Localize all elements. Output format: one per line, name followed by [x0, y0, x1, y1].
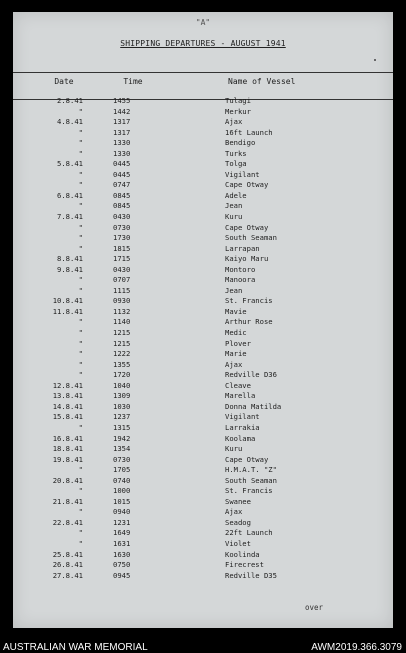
row-vessel: Vigilant [225, 169, 260, 179]
row-vessel: Medic [225, 328, 247, 338]
table-row [13, 180, 393, 191]
row-date: " [78, 169, 83, 179]
row-vessel: Redville D35 [225, 570, 277, 580]
row-time: 1330 [113, 138, 131, 148]
row-time: 1730 [113, 233, 131, 243]
row-date: " [78, 233, 83, 243]
row-time: 1315 [113, 422, 131, 432]
table-row [13, 328, 393, 339]
row-time: 0940 [113, 507, 131, 517]
row-date: 12.8.41 [52, 380, 83, 390]
row-time: 0845 [113, 201, 131, 211]
table-row [13, 518, 393, 529]
row-date: 20.8.41 [52, 475, 83, 485]
table-row [13, 423, 393, 434]
row-date: " [78, 106, 83, 116]
archive-footer [0, 632, 406, 653]
row-date: 9.8.41 [57, 264, 83, 274]
table-row [13, 128, 393, 139]
row-time: 1942 [113, 433, 131, 443]
row-time: 1631 [113, 538, 131, 548]
row-date: " [78, 180, 83, 190]
row-date: " [78, 275, 83, 285]
row-date: " [78, 359, 83, 369]
row-vessel: Plover [225, 338, 251, 348]
row-vessel: Ajax [225, 359, 243, 369]
row-time: 1132 [113, 306, 131, 316]
row-time: 1317 [113, 127, 131, 137]
row-time: 1222 [113, 349, 131, 359]
row-vessel: Vigilant [225, 412, 260, 422]
row-date: 26.8.41 [52, 560, 83, 570]
row-date: 5.8.41 [57, 159, 83, 169]
table-row [13, 149, 393, 160]
table-row [13, 497, 393, 508]
table-row [13, 455, 393, 466]
row-vessel: Larrapan [225, 243, 260, 253]
header-top-rule [13, 72, 393, 73]
row-vessel: Ajax [225, 507, 243, 517]
table-row [13, 349, 393, 360]
row-time: 1215 [113, 328, 131, 338]
table-row [13, 138, 393, 149]
row-vessel: Bendigo [225, 138, 256, 148]
title-text: SHIPPING DEPARTURES - AUGUST 1941 [120, 39, 286, 48]
row-date: 8.8.41 [57, 254, 83, 264]
row-vessel: Arthur Rose [225, 317, 273, 327]
row-time: 1442 [113, 106, 131, 116]
row-time: 1330 [113, 148, 131, 158]
row-vessel: Swanee [225, 496, 251, 506]
row-time: 0430 [113, 212, 131, 222]
table-row [13, 360, 393, 371]
row-vessel: Manoora [225, 275, 256, 285]
row-vessel: Koolama [225, 433, 256, 443]
row-time: 1237 [113, 412, 131, 422]
row-date: " [78, 538, 83, 548]
table-row [13, 550, 393, 561]
table-row [13, 381, 393, 392]
row-vessel: Seadog [225, 517, 251, 527]
row-time: 0747 [113, 180, 131, 190]
column-header-date: Date [54, 77, 74, 86]
row-time: 1630 [113, 549, 131, 559]
table-row [13, 317, 393, 328]
row-vessel: 22ft Launch [225, 528, 273, 538]
row-vessel: Merkur [225, 106, 251, 116]
row-vessel: Turks [225, 148, 247, 158]
row-date: 4.8.41 [57, 117, 83, 127]
row-date: " [78, 317, 83, 327]
row-vessel: Tolga [225, 159, 247, 169]
row-date: " [78, 127, 83, 137]
row-time: 1455 [113, 96, 131, 105]
row-time: 1030 [113, 401, 131, 411]
table-row [13, 476, 393, 487]
row-time: 1015 [113, 496, 131, 506]
ink-dot [374, 59, 376, 61]
row-time: 0740 [113, 475, 131, 485]
row-date: 21.8.41 [52, 496, 83, 506]
table-row [13, 412, 393, 423]
row-date: " [78, 507, 83, 517]
table-row [13, 296, 393, 307]
table-row [13, 159, 393, 170]
table-row [13, 571, 393, 582]
row-date: " [78, 243, 83, 253]
row-date: 19.8.41 [52, 454, 83, 464]
table-row [13, 339, 393, 350]
row-date: 27.8.41 [52, 570, 83, 580]
row-time: 0945 [113, 570, 131, 580]
table-row [13, 370, 393, 381]
table-row [13, 191, 393, 202]
table-row [13, 244, 393, 255]
row-date: " [78, 370, 83, 380]
table-row [13, 170, 393, 181]
row-date: 18.8.41 [52, 444, 83, 454]
table-row [13, 223, 393, 234]
table-row [13, 402, 393, 413]
table-row [13, 434, 393, 445]
column-header-vessel: Name of Vessel [228, 77, 296, 86]
table-row [13, 486, 393, 497]
row-time: 0445 [113, 159, 131, 169]
document-page [13, 12, 393, 628]
row-time: 1000 [113, 486, 131, 496]
row-vessel: Firecrest [225, 560, 264, 570]
row-date: " [78, 138, 83, 148]
row-date: 13.8.41 [52, 391, 83, 401]
row-vessel: Donna Matilda [225, 401, 282, 411]
footer-institution: AUSTRALIAN WAR MEMORIAL [3, 642, 148, 653]
footer-accession: AWM2019.366.3079 [311, 642, 402, 653]
table-row [13, 201, 393, 212]
row-date: " [78, 338, 83, 348]
row-time: 1215 [113, 338, 131, 348]
row-date: " [78, 349, 83, 359]
table-row [13, 286, 393, 297]
table-row [13, 212, 393, 223]
row-time: 0730 [113, 222, 131, 232]
row-vessel: Marella [225, 391, 256, 401]
row-time: 0430 [113, 264, 131, 274]
row-time: 1354 [113, 444, 131, 454]
row-date: " [78, 486, 83, 496]
row-date: 11.8.41 [52, 306, 83, 316]
row-vessel: Violet [225, 538, 251, 548]
row-vessel: Larrakia [225, 422, 260, 432]
row-vessel: Cape Otway [225, 222, 269, 232]
row-time: 1140 [113, 317, 131, 327]
row-date: 15.8.41 [52, 412, 83, 422]
table-row [13, 507, 393, 518]
row-date: 10.8.41 [52, 296, 83, 306]
table-row [13, 254, 393, 265]
row-date: 25.8.41 [52, 549, 83, 559]
row-date: " [78, 528, 83, 538]
row-vessel: Redville D36 [225, 370, 277, 380]
table-row [13, 465, 393, 476]
row-time: 0707 [113, 275, 131, 285]
row-vessel: 16ft Launch [225, 127, 273, 137]
row-vessel: Kuru [225, 444, 243, 454]
row-date: " [78, 328, 83, 338]
row-date: 7.8.41 [57, 212, 83, 222]
row-time: 1649 [113, 528, 131, 538]
row-time: 0930 [113, 296, 131, 306]
row-time: 1715 [113, 254, 131, 264]
row-date: 16.8.41 [52, 433, 83, 443]
row-vessel: Kuru [225, 212, 243, 222]
row-vessel: Montoro [225, 264, 256, 274]
row-time: 1115 [113, 285, 131, 295]
row-vessel: South Seaman [225, 233, 277, 243]
row-vessel: Cape Otway [225, 180, 269, 190]
page-title [13, 39, 393, 48]
row-vessel: South Seaman [225, 475, 277, 485]
table-row [13, 117, 393, 128]
row-date: " [78, 148, 83, 158]
row-time: 1720 [113, 370, 131, 380]
row-date: " [78, 201, 83, 211]
row-vessel: Koolinda [225, 549, 260, 559]
row-vessel: Cape Otway [225, 454, 269, 464]
row-vessel: Marie [225, 349, 247, 359]
row-time: 1231 [113, 517, 131, 527]
row-vessel: Ajax [225, 117, 243, 127]
row-time: 0730 [113, 454, 131, 464]
row-time: 0750 [113, 560, 131, 570]
row-vessel: Mavie [225, 306, 247, 316]
row-date: 6.8.41 [57, 190, 83, 200]
departures-table [13, 96, 393, 581]
reference-mark: "A" [195, 18, 211, 27]
over-note: over [305, 603, 324, 612]
row-time: 0845 [113, 190, 131, 200]
table-row [13, 107, 393, 118]
row-vessel: St. Francis [225, 296, 273, 306]
row-date: 22.8.41 [52, 517, 83, 527]
row-time: 1040 [113, 380, 131, 390]
row-vessel: Jean [225, 285, 243, 295]
column-header-time: Time [123, 77, 143, 86]
row-date: " [78, 422, 83, 432]
table-row [13, 233, 393, 244]
table-row [13, 444, 393, 455]
table-row [13, 307, 393, 318]
table-row [13, 560, 393, 571]
row-date: 2.8.41 [57, 96, 83, 105]
table-row [13, 539, 393, 550]
row-vessel: Tulagi [225, 96, 251, 105]
row-vessel: H.M.A.T. "Z" [225, 465, 277, 475]
row-date: " [78, 465, 83, 475]
row-date: 14.8.41 [52, 401, 83, 411]
row-vessel: Jean [225, 201, 243, 211]
row-time: 1309 [113, 391, 131, 401]
table-row [13, 275, 393, 286]
row-date: " [78, 285, 83, 295]
table-row [13, 528, 393, 539]
table-row [13, 96, 393, 107]
row-vessel: Kaiyo Maru [225, 254, 269, 264]
row-vessel: Cleave [225, 380, 251, 390]
row-time: 1355 [113, 359, 131, 369]
row-vessel: St. Francis [225, 486, 273, 496]
table-row [13, 391, 393, 402]
row-time: 0445 [113, 169, 131, 179]
row-time: 1317 [113, 117, 131, 127]
row-time: 1705 [113, 465, 131, 475]
row-date: " [78, 222, 83, 232]
row-vessel: Adele [225, 190, 247, 200]
table-row [13, 265, 393, 276]
row-time: 1815 [113, 243, 131, 253]
